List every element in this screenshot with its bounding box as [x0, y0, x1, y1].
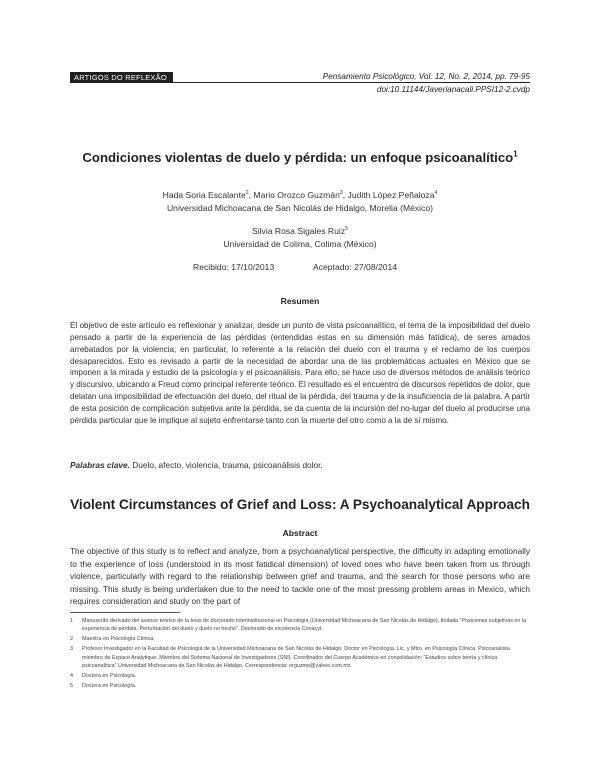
author-separator: ,: [248, 190, 254, 200]
footnote-text: Profesor Investigador en la Facultad de Psicología de la Universidad Michoacana de San Nicolás de Hidalgo. Doctor en Psicología. Lic. y Mtro. en Psicología Clínica. Psicoanalista miembro de Espace Analytique. Miembro del Sistema Nacional de Investigadores (SNI). Coordinador del Cuerpo Académico en consolidación: “Estudios sobre teoría y clínica psicoanalítica” Universidad Michoacana de San Nicolás de Hidalgo. Correspondencia: orguzmo@yahoo.com.mx: [82, 646, 510, 670]
footnote-number: 1: [70, 618, 73, 624]
footnote-text: Doctora en Psicología.: [82, 682, 137, 689]
footnote-text: Maestra en Psicología Clínica.: [82, 636, 155, 643]
journal-citation: Pensamiento Psicológico, Vol. 12, No. 2, 2014, pp. 79-95: [322, 72, 530, 81]
section-label: ARTIGOS DO REFLEXÃO: [70, 72, 173, 83]
received-date: Recibido: 17/10/2013: [193, 262, 275, 272]
author-name: Mario Orozco Guzmán: [253, 190, 340, 200]
footnote-number: 4: [70, 672, 73, 679]
keywords: [70, 460, 323, 470]
footnote: [70, 617, 530, 634]
author-separator: ,: [342, 190, 348, 200]
keywords-label: Palabras clave.: [70, 460, 130, 470]
author-name: Judith López Peñaloza: [347, 190, 435, 200]
footnote-text: Manuscrito derivado del avance teórico de la tesis de doctorado interinstitucional en Psicología (Universidad Michoacana de San Nicolás de Hidalgo), titulada “Posiciones subjetivas en la experiencia de pérdida. Perturbación del duelo y duelo no hecho”. Doctorado de excelencia Conacyt.: [82, 618, 527, 633]
footnote-number: 5: [70, 682, 73, 689]
affiliation-1: Universidad Michoacana de San Nicolás de Hidalgo, Morelia (México): [166, 202, 434, 213]
author-name: Silvia Rosa Sigales Ruiz: [251, 226, 346, 236]
author-footnote-ref[interactable]: 5: [345, 226, 348, 233]
author-list: [0, 189, 600, 214]
authors-line: [0, 189, 600, 202]
keywords-text: Duelo, afecto, violencia, trauma, psicoanálisis dolor.: [129, 460, 323, 470]
title-spanish: [0, 150, 600, 165]
author-footnote-ref[interactable]: 2: [245, 190, 249, 197]
journal-info: [323, 70, 530, 96]
footnote: [70, 635, 530, 643]
abstract-en: The objective of this study is to reflect and analyze, from a psychoanalytical perspective, the difficulty in adapting emotionally to the experience of loss (understood in its most fatidical dimension) of loved ones who have been taken from us through violence, particularly with regard to the relationship between grief and trauma, and the search for those persons who are missing. This study is being undertaken due to the need to tackle one of the most pressing problem areas in Mexico, which requires consideration and study on the part of: [70, 547, 530, 607]
footnotes: [70, 617, 530, 692]
footnote: [70, 645, 530, 670]
doi[interactable]: doi:10.11144/Javerianacali.PPSI12-2.cvdp: [376, 85, 530, 94]
author-footnote-ref[interactable]: 4: [434, 190, 438, 197]
footnote-text: Doctora en Psicología.: [82, 672, 137, 679]
abstract-heading-es: Resumen: [280, 296, 320, 306]
footnote-rule: [70, 612, 180, 613]
title-spanish-text: Condiciones violentas de duelo y pérdida: un enfoque psicoanalítico: [82, 150, 514, 165]
abstract-es: El objetivo de este artículo es reflexionar y analizar, desde un punto de vista psicoanalítico, el tema de la imposibilidad del duelo pensado a partir de la experiencia de las pérdidas (entendidas estas en su dimensión más fatídica), de seres amados arrebatados por la violencia; en particular, lo referente a la relación del duelo con el trauma y el reclamo de los cuerpos desaparecidos. Esto es revisado a partir de la necesidad de abordar una de las problemáticas actuales en México que se imponen a la mirada y estudio de la psicología y el psicoanálisis. Para ello, se hace uso de diversos métodos de análisis teórico y discursivo, ubicando a Freud como principal referente teórico. El resultado es el encuentro de discursos repetidos de dolor, que delatan una imposibilidad de efectuación del duelo, del ritual de la pérdida, del trauma y de la insuficiencia de la palabra. A partir de esta posición de complicación subjetiva ante la pérdida, se da cuenta de la incursión del no-lugar del duelo al producirse una pérdida particular que le implique al sujeto enfrentarse tanto con la muerte del otro como a la de sí mismo.: [70, 321, 530, 425]
title-english: Violent Circumstances of Grief and Loss: A Psychoanalytical Approach: [70, 497, 530, 512]
abstract-heading-en: Abstract: [282, 528, 318, 538]
footnote: [70, 672, 530, 680]
authors-line-2: [0, 225, 600, 238]
author-name: Hada Soria Escalante: [162, 190, 246, 200]
title-footnote-ref[interactable]: 1: [513, 149, 518, 159]
accepted-date: Aceptado: 27/08/2014: [313, 262, 398, 272]
second-author-block: [0, 225, 600, 250]
affiliation-2: Universidad de Colima, Colima (México): [223, 238, 377, 249]
footnote-number: 3: [70, 646, 73, 653]
author-footnote-ref[interactable]: 3: [339, 190, 343, 197]
footnote-number: 2: [70, 636, 73, 643]
footnote: [70, 682, 530, 690]
